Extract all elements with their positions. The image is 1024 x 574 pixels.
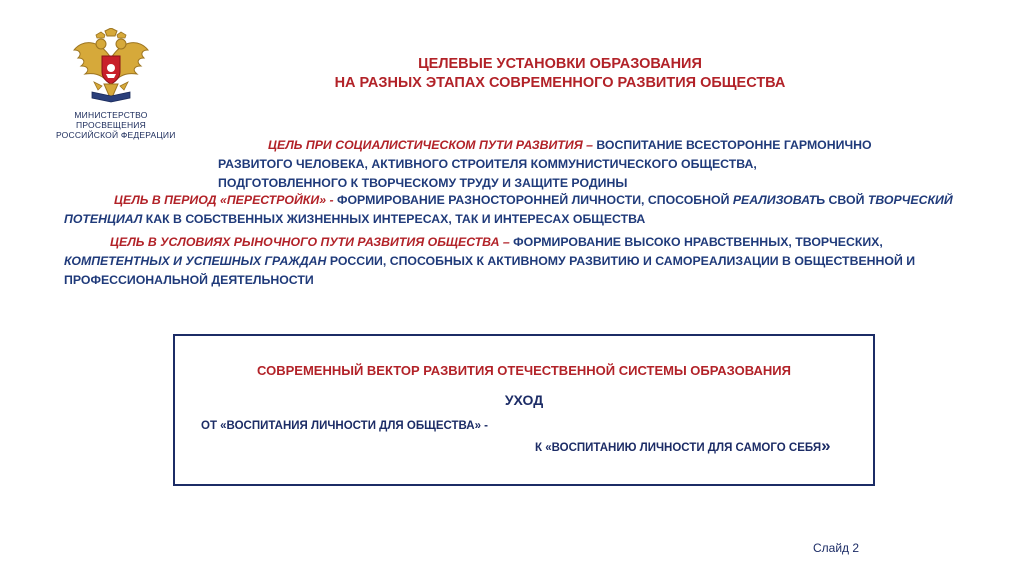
goal-socialist-line-1	[218, 136, 872, 155]
goal-market-line-2	[64, 252, 915, 271]
goal-socialist-text: ВОСПИТАНИЕ ВСЕСТОРОННЕ ГАРМОНИЧНО	[592, 138, 872, 152]
vector-box-to	[535, 436, 831, 455]
slide-number: Слайд 2	[813, 541, 860, 555]
vector-box-subtitle: УХОД	[504, 392, 544, 408]
vector-box-closing-quote: »	[821, 436, 831, 455]
double-headed-eagle-icon	[68, 28, 154, 108]
title-line-2: НА РАЗНЫХ ЭТАПАХ СОВРЕМЕННОГО РАЗВИТИЯ ОБЩЕСТВА	[334, 75, 786, 91]
goal-perestroika	[64, 191, 953, 229]
ministry-logo	[56, 28, 176, 140]
ministry-name	[56, 110, 176, 140]
goal-perestroika-text-2: Ь СВОЙ	[816, 193, 868, 207]
goal-market-line-1	[64, 233, 915, 252]
goal-market	[64, 233, 915, 290]
goal-socialist-line-2: РАЗВИТОГО ЧЕЛОВЕКА, АКТИВНОГО СТРОИТЕЛЯ КОММУНИСТИЧЕСКОГО ОБЩЕСТВА,	[218, 157, 757, 171]
ministry-line-3: РОССИЙСКОЙ ФЕДЕРАЦИИ	[56, 130, 176, 140]
goal-market-label: ЦЕЛЬ В УСЛОВИЯХ РЫНОЧНОГО ПУТИ РАЗВИТИЯ ОБЩЕСТВА –	[110, 235, 510, 249]
goal-market-italic-1: КОМПЕТЕНТНЫХ И УСПЕШНЫХ ГРАЖДАН	[64, 254, 327, 268]
vector-box-from: ОТ «ВОСПИТАНИЯ ЛИЧНОСТИ ДЛЯ ОБЩЕСТВА» -	[201, 420, 488, 432]
title-line-1: ЦЕЛЕВЫЕ УСТАНОВКИ ОБРАЗОВАНИЯ	[418, 56, 702, 72]
ministry-line-1: МИНИСТЕРСТВО	[74, 110, 148, 120]
goal-market-line-3: ПРОФЕССИОНАЛЬНОЙ ДЕЯТЕЛЬНОСТИ	[64, 273, 314, 287]
goal-market-text-2: РОССИИ, СПОСОБНЫХ К АКТИВНОМУ РАЗВИТИЮ И САМОРЕАЛИЗАЦИИ В ОБЩЕСТВЕННОЙ И	[326, 254, 916, 268]
goal-perestroika-line-2	[64, 210, 953, 229]
vector-box-title: СОВРЕМЕННЫЙ ВЕКТОР РАЗВИТИЯ ОТЕЧЕСТВЕННОЙ СИСТЕМЫ ОБРАЗОВАНИЯ	[257, 363, 791, 378]
goal-socialist	[218, 136, 872, 193]
goal-perestroika-text-3: КАК В СОБСТВЕННЫХ ЖИЗНЕННЫХ ИНТЕРЕСАХ, ТАК И ИНТЕРЕСАХ ОБЩЕСТВА	[142, 212, 646, 226]
education-vector-box	[173, 334, 875, 486]
goal-perestroika-text-1: ФОРМИРОВАНИЕ РАЗНОСТОРОННЕЙ ЛИЧНОСТИ, СПОСОБНОЙ	[333, 193, 733, 207]
goal-perestroika-italic-1: РЕАЛИЗОВАТ	[732, 193, 817, 207]
ministry-line-2: ПРОСВЕЩЕНИЯ	[76, 120, 146, 130]
goal-socialist-line-3: ПОДГОТОВЛЕННОГО К ТВОРЧЕСКОМУ ТРУДУ И ЗАЩИТЕ РОДИНЫ	[218, 176, 628, 190]
goal-market-text-1: ФОРМИРОВАНИЕ ВЫСОКО НРАВСТВЕННЫХ, ТВОРЧЕСКИХ,	[509, 235, 883, 249]
goal-perestroika-italic-3: ПОТЕНЦИАЛ	[64, 212, 143, 226]
goal-socialist-label: ЦЕЛЬ ПРИ СОЦИАЛИСТИЧЕСКОМ ПУТИ РАЗВИТИЯ –	[268, 138, 593, 152]
goal-perestroika-line-1	[64, 191, 953, 210]
goal-perestroika-italic-2: ТВОРЧЕСКИЙ	[867, 193, 953, 207]
vector-box-to-text: К «ВОСПИТАНИЮ ЛИЧНОСТИ ДЛЯ САМОГО СЕБЯ	[535, 442, 822, 454]
goal-perestroika-label: ЦЕЛЬ В ПЕРИОД «ПЕРЕСТРОЙКИ» -	[114, 193, 334, 207]
slide-title	[250, 55, 870, 93]
